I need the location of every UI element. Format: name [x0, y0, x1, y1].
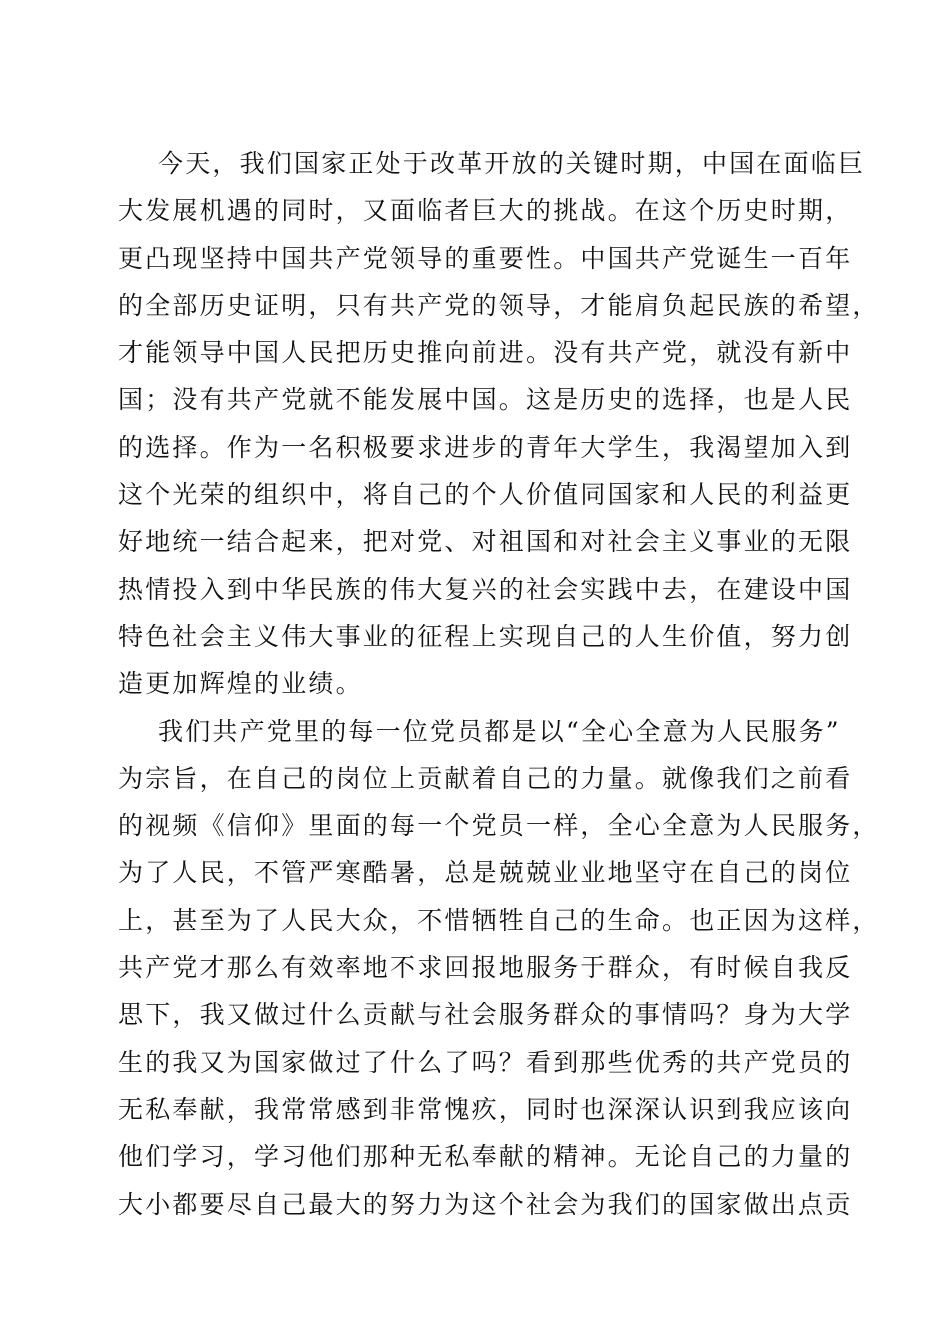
text-line: 的选择。作为一名积极要求进步的青年大学生，我渴望加入到 [118, 432, 853, 462]
text-line: 国；没有共产党就不能发展中国。这是历史的选择，也是人民 [118, 385, 853, 415]
text-line: 造更加辉煌的业绩。 [118, 669, 363, 699]
text-line: 为了人民，不管严寒酷暑，总是兢兢业业地坚守在自己的岗位 [118, 858, 853, 888]
text-line: 更凸现坚持中国共产党领导的重要性。中国共产党诞生一百年 [118, 243, 853, 273]
text-line: 我们共产党里的每一位党员都是以“全心全意为人民服务” [158, 716, 841, 746]
text-line: 大发展机遇的同时，又面临者巨大的挑战。在这个历史时期， [118, 196, 853, 226]
document-body [118, 140, 880, 1228]
text-line: 的视频《信仰》里面的每一个党员一样，全心全意为人民服务， [118, 811, 880, 841]
text-line: 这个光荣的组织中，将自己的个人价值同国家和人民的利益更 [118, 480, 853, 510]
text-line: 为宗旨，在自己的岗位上贡献着自己的力量。就像我们之前看 [118, 763, 853, 793]
text-line: 特色社会主义伟大事业的征程上实现自己的人生价值，努力创 [118, 621, 853, 651]
text-line: 他们学习，学习他们那种无私奉献的精神。无论自己的力量的 [118, 1142, 853, 1172]
text-line: 热情投入到中华民族的伟大复兴的社会实践中去，在建设中国 [118, 574, 853, 604]
text-line: 今天，我们国家正处于改革开放的关键时期，中国在面临巨 [158, 149, 866, 178]
text-line: 才能领导中国人民把历史推向前进。没有共产党，就没有新中 [118, 338, 853, 368]
text-line: 的全部历史证明，只有共产党的领导，才能肩负起民族的希望， [118, 290, 880, 320]
paragraph-2 [118, 708, 880, 1228]
paragraph-1 [118, 140, 880, 708]
text-line: 好地统一结合起来，把对党、对祖国和对社会主义事业的无限 [118, 527, 853, 557]
text-line: 生的我又为国家做过了什么了吗？看到那些优秀的共产党员的 [118, 1047, 853, 1077]
text-line: 无私奉献，我常常感到非常愧疚，同时也深深认识到我应该向 [118, 1094, 853, 1124]
text-line: 思下，我又做过什么贡献与社会服务群众的事情吗？身为大学 [118, 1000, 853, 1030]
text-line: 大小都要尽自己最大的努力为这个社会为我们的国家做出点贡 [118, 1189, 853, 1219]
text-line: 共产党才那么有效率地不求回报地服务于群众，有时候自我反 [118, 953, 853, 983]
text-line: 上，甚至为了人民大众，不惜牺牲自己的生命。也正因为这样， [118, 905, 880, 935]
